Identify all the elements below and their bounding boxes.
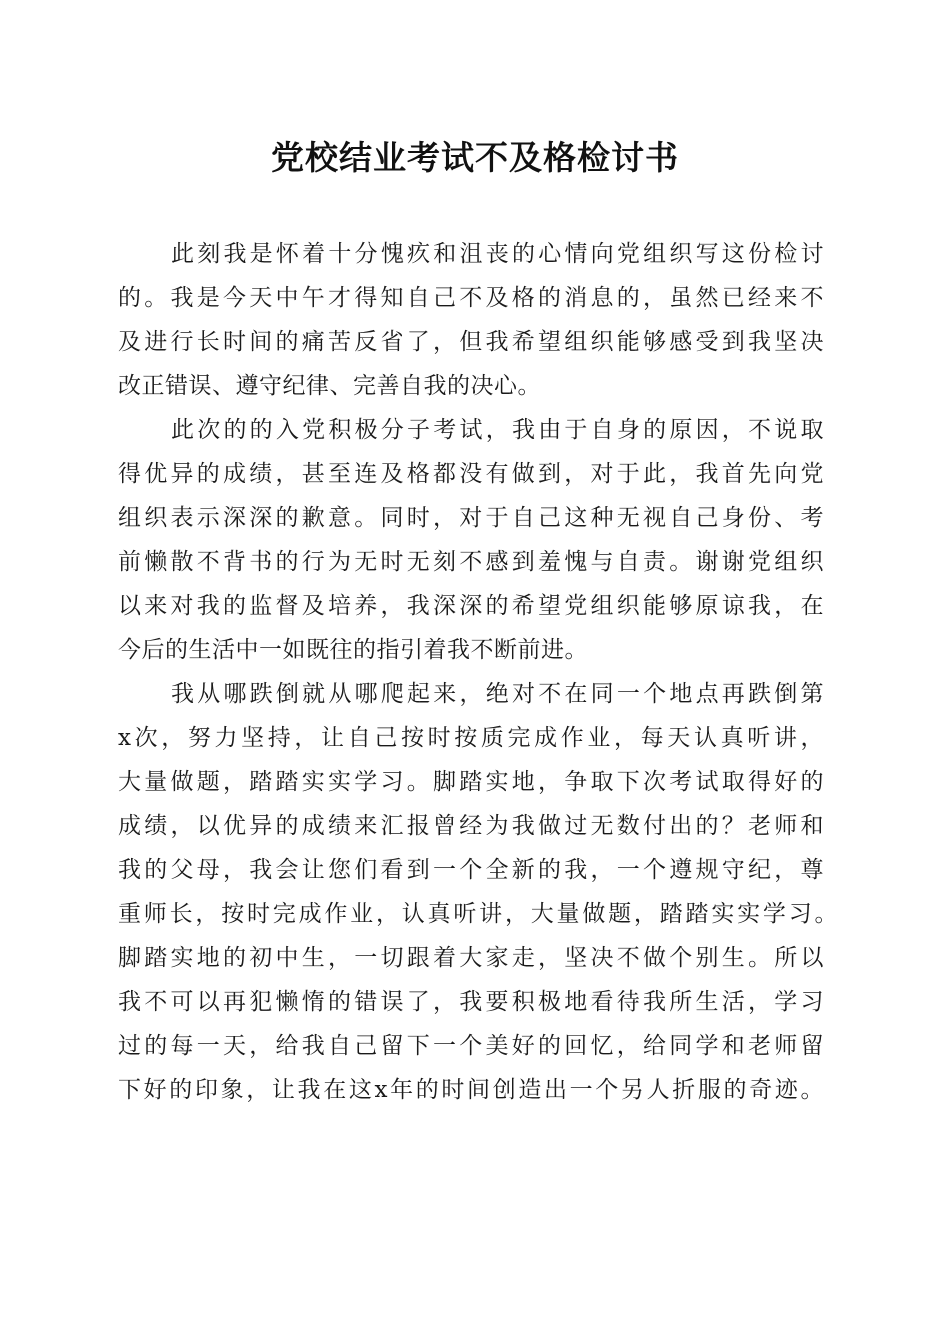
paragraph-3-line-7: 脚踏实地的初中生，一切跟着大家走，坚决不做个别生。所以 xyxy=(118,945,824,971)
paragraph-1-line-2: 的。我是今天中午才得知自己不及格的消息的，虽然已经来不 xyxy=(118,285,824,311)
paragraph-3-line-3: 大量做题，踏踏实实学习。脚踏实地，争取下次考试取得好的 xyxy=(118,769,824,795)
paragraph-3-line-10: 下好的印象，让我在这x年的时间创造出一个另人折服的奇迹。 xyxy=(118,1077,824,1103)
document-title: 党校结业考试不及格检讨书 xyxy=(271,138,679,177)
paragraph-2-line-2: 得优异的成绩，甚至连及格都没有做到，对于此，我首先向党 xyxy=(118,461,824,487)
paragraph-1-line-1: 此刻我是怀着十分愧疚和沮丧的心情向党组织写这份检讨 xyxy=(171,241,824,267)
paragraph-3-line-8: 我不可以再犯懒惰的错误了，我要积极地看待我所生活，学习 xyxy=(118,989,824,1015)
paragraph-1-line-4: 改正错误、遵守纪律、完善自我的决心。 xyxy=(118,373,541,399)
paragraph-2-line-4: 前懒散不背书的行为无时无刻不感到羞愧与自责。谢谢党组织 xyxy=(118,549,824,575)
paragraph-2-line-6: 今后的生活中一如既往的指引着我不断前进。 xyxy=(118,637,588,663)
paragraph-3-line-6: 重师长，按时完成作业，认真听讲，大量做题，踏踏实实学习。 xyxy=(118,901,838,927)
paragraph-3-line-1: 我从哪跌倒就从哪爬起来，绝对不在同一个地点再跌倒第 xyxy=(171,681,824,707)
paragraph-2-line-3: 组织表示深深的歉意。同时，对于自己这种无视自己身份、考 xyxy=(118,505,824,531)
paragraph-2-line-1: 此次的的入党积极分子考试，我由于自身的原因，不说取 xyxy=(171,417,824,443)
paragraph-3-line-2: x次，努力坚持，让自己按时按质完成作业，每天认真听讲， xyxy=(118,725,824,751)
document-body xyxy=(118,232,838,1112)
paragraph-2-line-5: 以来对我的监督及培养，我深深的希望党组织能够原谅我，在 xyxy=(118,593,824,619)
paragraph-3-line-5: 我的父母，我会让您们看到一个全新的我，一个遵规守纪，尊 xyxy=(118,857,824,883)
paragraph-3-line-4: 成绩，以优异的成绩来汇报曾经为我做过无数付出的？老师和 xyxy=(118,813,824,839)
paragraph-1-line-3: 及进行长时间的痛苦反省了，但我希望组织能够感受到我坚决 xyxy=(118,329,824,355)
paragraph-3-line-9: 过的每一天，给我自己留下一个美好的回忆，给同学和老师留 xyxy=(118,1033,824,1059)
